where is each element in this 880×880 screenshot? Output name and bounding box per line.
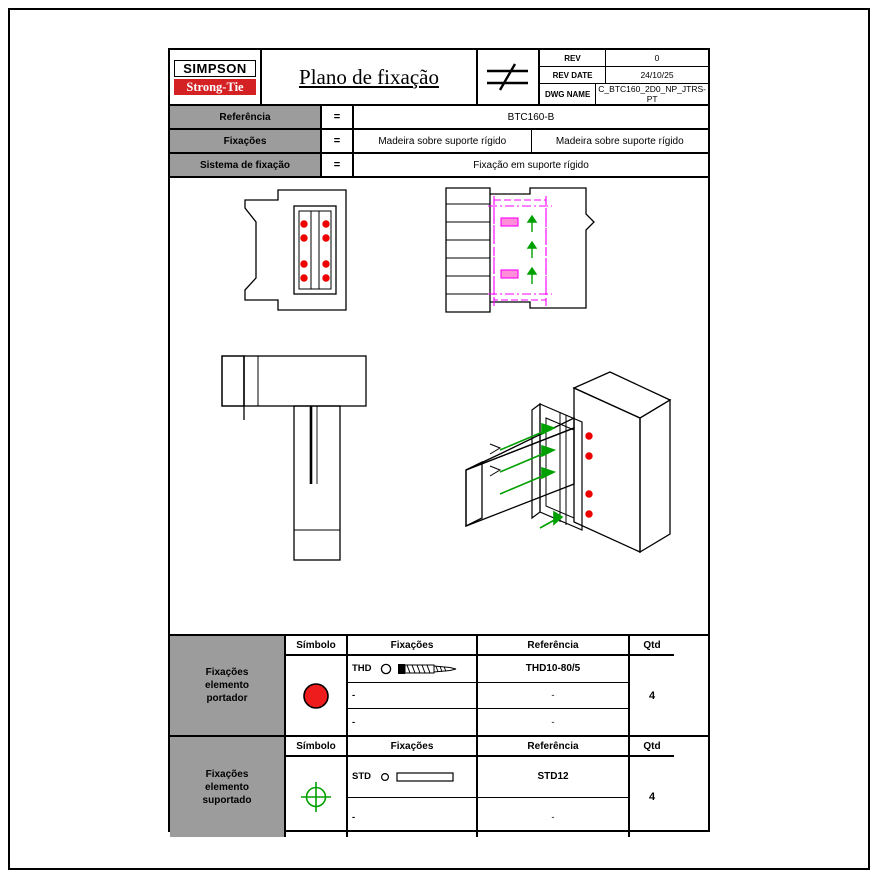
dowel-icon [377, 770, 473, 784]
logo-strongtie-text: Strong-Tie [174, 79, 256, 95]
page-title: Plano de fixação [299, 64, 439, 89]
rev-value: 0 [654, 53, 660, 63]
connector-technical-drawing [170, 178, 708, 636]
label-line-2: elemento [205, 781, 249, 793]
dwg-name-label: DWG NAME [540, 84, 596, 104]
qtd-column-suportado [630, 737, 674, 837]
fastener-row-4 [348, 757, 476, 798]
weld-symbol-cell [478, 50, 540, 104]
logo-simpson-text: SIMPSON [174, 60, 256, 77]
header-qtd-1: Qtd [630, 636, 674, 656]
info-label-sistema: Sistema de fixação [170, 154, 322, 176]
header-simbolo-2: Símbolo [286, 737, 346, 757]
label-line-3: suportado [202, 794, 252, 806]
sheet-title-cell [262, 50, 478, 104]
screw-icon [378, 661, 474, 677]
revision-date-row [540, 67, 708, 84]
info-value-fixacoes-1: Madeira sobre suporte rígido [354, 130, 532, 152]
info-label-fixacoes: Fixações [170, 130, 322, 152]
fastener-code-2: - [352, 690, 356, 701]
rev-label: REV [540, 50, 606, 66]
referencia-column-portador [478, 636, 630, 735]
fixacoes-column-suportado [348, 737, 478, 837]
referencia-value-1: THD10-80/5 [478, 656, 628, 683]
referencia-value-5: - [551, 811, 555, 823]
fixacoes-column-portador [348, 636, 478, 735]
info-value-referencia: BTC160-B [507, 111, 555, 123]
referencia-value-2: - [478, 683, 628, 710]
green-crosshair-symbol [298, 779, 334, 815]
info-row-sistema [170, 154, 708, 178]
drawing-svg [170, 178, 708, 634]
header-fixacoes-2: Fixações [348, 737, 476, 757]
qtd-value-2: 4 [648, 791, 656, 803]
header-fixacoes-1: Fixações [348, 636, 476, 656]
info-row-referencia [170, 106, 708, 130]
label-line-2: elemento [205, 680, 249, 691]
fastener-row-3 [348, 709, 476, 735]
qtd-column-portador [630, 636, 674, 735]
rev-date-value: 24/10/25 [640, 70, 674, 80]
referencia-body-1 [478, 656, 628, 735]
symbol-body-2 [286, 757, 346, 837]
info-label-referencia: Referência [170, 106, 322, 128]
fastener-row-1 [348, 656, 476, 683]
fastener-code-3: - [352, 716, 356, 728]
header-simbolo-1: Símbolo [286, 636, 346, 656]
title-block [170, 50, 708, 106]
fastener-row-5 [348, 798, 476, 838]
info-row-fixacoes [170, 130, 708, 154]
label-line-3: portador [206, 693, 248, 704]
label-line-1: Fixações [205, 768, 249, 780]
rev-date-label: REV DATE [540, 67, 606, 83]
revision-row [540, 50, 708, 67]
revision-block [540, 50, 708, 104]
dwg-name-row [540, 84, 708, 104]
fastener-group-label-portador [170, 636, 286, 735]
referencia-value-4: STD12 [478, 757, 628, 798]
red-filled-circle-symbol [299, 679, 333, 713]
referencia-value-3: - [551, 716, 555, 728]
fastener-code-4: STD [352, 771, 371, 783]
dwg-name-value: C_BTC160_2D0_NP_JTRS-PT [598, 84, 706, 104]
label-line-1: Fixações [205, 667, 249, 678]
header-referencia-2: Referência [478, 737, 628, 757]
fastener-code-5: - [352, 811, 356, 823]
referencia-body-2 [478, 757, 628, 837]
symbol-body-1 [286, 656, 346, 735]
info-equals-1: = [322, 106, 354, 128]
fastener-table-suportado [170, 737, 708, 837]
info-equals-3: = [322, 154, 354, 176]
plan-view [222, 356, 366, 560]
symbol-column-portador [286, 636, 348, 735]
isometric-3d-view [466, 372, 670, 552]
fastener-code-1: THD [352, 663, 372, 675]
company-logo [170, 50, 262, 104]
fastener-group-label-suportado [170, 737, 286, 837]
symbol-column-suportado [286, 737, 348, 837]
info-equals-2: = [322, 130, 354, 152]
fixacoes-body-2 [348, 757, 476, 837]
front-elevation-view [245, 190, 346, 310]
fastener-table-portador [170, 636, 708, 737]
header-qtd-2: Qtd [630, 737, 674, 757]
header-referencia-1: Referência [478, 636, 628, 656]
side-section-view [446, 188, 594, 312]
info-value-sistema: Fixação em suporte rígido [473, 159, 589, 171]
fixacoes-body-1 [348, 656, 476, 735]
drawing-sheet [168, 48, 710, 832]
info-value-fixacoes-2: Madeira sobre suporte rígido [555, 135, 684, 147]
referencia-column-suportado [478, 737, 630, 837]
fastener-row-2 [348, 683, 476, 710]
qtd-value-1: 4 [648, 689, 656, 702]
weld-symbol-icon [484, 57, 532, 97]
